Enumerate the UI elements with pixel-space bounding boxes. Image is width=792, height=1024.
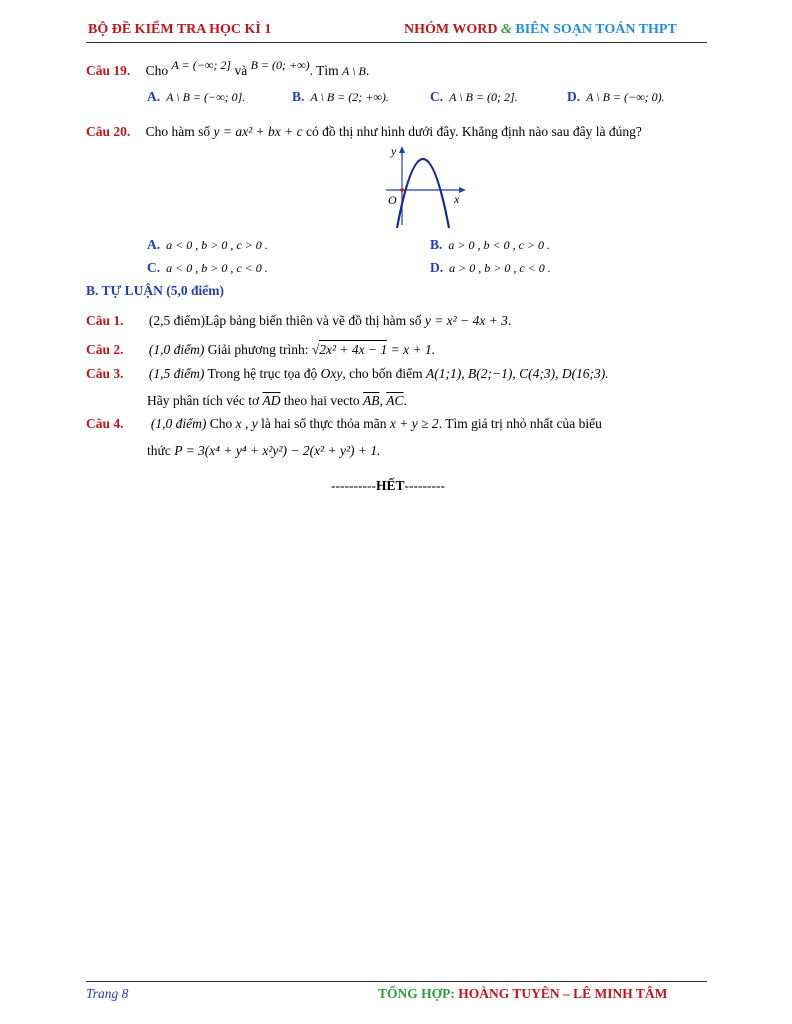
q19-option-c[interactable]: C. A \ B = (0; 2]. — [430, 89, 518, 104]
q20-stem — [86, 124, 642, 140]
q20-text-cho: Cho hàm số — [145, 124, 211, 139]
q20-label: Câu 20. — [86, 124, 131, 139]
essay-3-line2: Hãy phân tích véc tơ $\overline{AD}$ theo hai vecto $\overline{AB}$, $\overline{AC}$. — [147, 393, 407, 408]
q20-question: có đồ thị như hình dưới đây. Khẳng định nào sau đây là đúng? — [306, 124, 642, 139]
x-axis-arrow — [459, 187, 466, 193]
essay-4-label: Câu 4. — [86, 416, 124, 431]
essay-3-text4: theo hai vecto — [283, 393, 360, 408]
essay-4-text3: . Tìm giá trị nhỏ nhất của biểu — [438, 416, 602, 431]
essay-3-points-list: A(1;1), B(2;−1), C(4;3), D(16;3). — [426, 366, 609, 381]
q19-option-a[interactable]: A. A \ B = (−∞; 0]. — [147, 89, 246, 104]
header-ampersand: & — [500, 22, 512, 37]
essay-4-text4: thức — [147, 443, 171, 458]
essay-4-vars: x , y — [235, 416, 258, 431]
origin-label: O — [388, 193, 397, 207]
essay-3-label: Câu 3. — [86, 366, 124, 381]
y-axis-arrow — [399, 146, 405, 153]
essay-1-text: (2,5 điểm)Lập bảng biến thiên và vẽ đồ thị hàm số — [148, 313, 422, 328]
q19-set-b: B = (0; +∞) — [250, 58, 310, 72]
vector-ac: $\overline{AC}$ — [386, 393, 404, 408]
origin-point — [400, 188, 404, 192]
vector-ad: $\overline{AD}$ — [262, 393, 281, 408]
header-left: BỘ ĐỀ KIỂM TRA HỌC KÌ 1 — [88, 22, 272, 37]
essay-4-expression: P = 3(x⁴ + y⁴ + x²y²) − 2(x² + y²) + 1. — [174, 443, 381, 458]
vector-ab: $\overline{AB}$ — [362, 393, 380, 408]
q19-label: Câu 19. — [86, 63, 131, 78]
essay-2-rhs: = x + 1. — [390, 342, 436, 357]
q19-option-b[interactable]: B. A \ B = (2; +∞). — [292, 89, 389, 104]
essay-3-oxy: Oxy — [320, 366, 343, 381]
q20-option-a[interactable]: A. a < 0 , b > 0 , c > 0 . — [147, 237, 268, 252]
q20-function: y = ax² + bx + c — [213, 124, 303, 139]
footer-names: HOÀNG TUYÊN – LÊ MINH TÂM — [458, 986, 668, 1001]
q20-option-d[interactable]: D. a > 0 , b > 0 , c < 0 . — [430, 260, 551, 275]
essay-2-radicand: 2x² + 4x − 1 — [319, 342, 388, 357]
q19-text-va: và — [234, 63, 248, 78]
footer-label: TỔNG HỢP: — [378, 986, 455, 1001]
sqrt-sign: √ — [311, 342, 320, 357]
q19-option-d[interactable]: D. A \ B = (−∞; 0). — [567, 89, 665, 104]
essay-1-function: y = x² − 4x + 3 — [424, 313, 508, 328]
footer-credits — [378, 986, 667, 1002]
header-group-name: NHÓM WORD — [404, 22, 498, 37]
section-b-heading: B. TỰ LUẬN (5,0 điểm) — [86, 283, 224, 298]
q19-period: . — [365, 63, 370, 78]
header-right — [404, 22, 677, 38]
essay-2 — [86, 342, 435, 358]
x-axis-label: x — [454, 192, 460, 206]
essay-3-text1: Trong hệ trục tọa độ — [207, 366, 318, 381]
essay-3-points: (1,5 điểm) — [148, 366, 205, 381]
essay-4-condition: x + y ≥ 2 — [389, 416, 439, 431]
end-mark: ----------HẾT--------- — [331, 478, 445, 493]
q19-text-cho: Cho — [145, 63, 169, 78]
footer-rule — [86, 981, 707, 982]
q20-option-b[interactable]: B. a > 0 , b < 0 , c > 0 . — [430, 237, 551, 252]
q19-text-tim: . Tìm — [309, 63, 339, 78]
q20-parabola-graph — [378, 145, 468, 230]
essay-2-text: Giải phương trình: — [207, 342, 309, 357]
essay-4-text1: Cho — [209, 416, 233, 431]
essay-3-text3: Hãy phân tích véc tơ — [147, 393, 260, 408]
essay-3-text2: , cho bốn điểm — [342, 366, 423, 381]
essay-2-points: (1,0 điểm) — [148, 342, 205, 357]
essay-1: Câu 1. (2,5 điểm)Lập bảng biến thiên và vẽ đồ thị hàm số y = x² − 4x + 3. — [86, 313, 512, 328]
q19-target: A \ B — [342, 64, 366, 78]
header-subject: BIÊN SOẠN TOÁN THPT — [515, 22, 677, 37]
essay-4-text2: là hai số thực thỏa mãn — [261, 416, 387, 431]
header-rule — [86, 42, 707, 43]
essay-2-label: Câu 2. — [86, 342, 124, 357]
page-number: Trang 8 — [86, 986, 129, 1001]
essay-4-points: (1,0 điểm) — [150, 416, 207, 431]
essay-3-line1 — [86, 366, 609, 382]
q19-stem — [86, 58, 370, 79]
essay-1-label: Câu 1. — [86, 313, 124, 328]
q20-option-c[interactable]: C. a < 0 , b > 0 , c < 0 . — [147, 260, 268, 275]
q19-set-a: A = (−∞; 2] — [171, 58, 232, 72]
parabola-curve — [397, 159, 449, 228]
essay-4-line2 — [147, 443, 380, 459]
y-axis-label: y — [391, 145, 397, 158]
essay-4-line1 — [86, 416, 602, 432]
